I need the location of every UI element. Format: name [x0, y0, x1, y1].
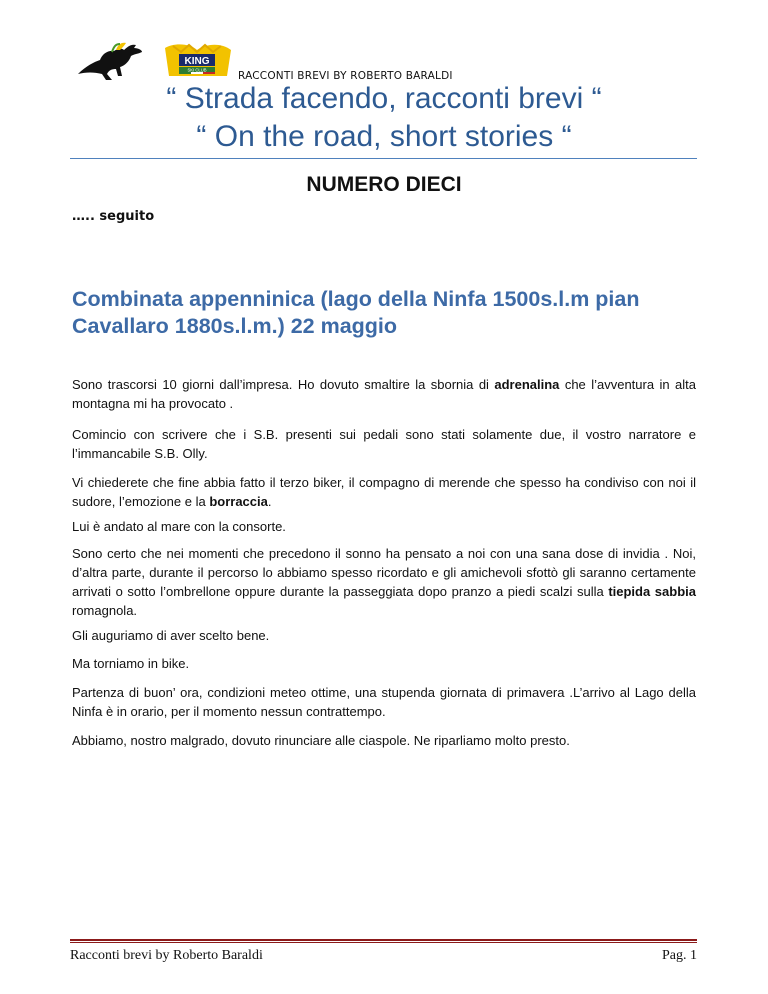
- footer-divider: [70, 939, 697, 941]
- paragraph-8: Partenza di buon’ ora, condizioni meteo ottime, una stupenda giornata di primavera .L’arrivo al Lago della Ninfa è in orario, per il momento nessun contrattempo.: [72, 685, 696, 719]
- footer-divider-thin: [70, 942, 697, 943]
- running-header: RACCONTI BREVI BY ROBERTO BARALDI: [238, 70, 453, 82]
- paragraph-5: Sono certo che nei momenti che precedono il sonno ha pensato a noi con una sana dose di invidia . Noi, d’altra parte, durante il percorso lo abbiamo spesso ricordato e gli amichevoli sfottò gli saranno certamente arrivati o sotto l’ombrellone oppure durante la passeggiata dopo pranzo a piedi scalzi sulla tiepida sabbia romagnola.: [72, 546, 696, 618]
- page-title-english: “ On the road, short stories “: [196, 120, 572, 153]
- footer-author: Racconti brevi by Roberto Baraldi: [70, 948, 263, 963]
- paragraph-4: Lui è andato al mare con la consorte.: [72, 519, 286, 534]
- page-title-italian: “ Strada facendo, racconti brevi “: [166, 82, 602, 115]
- page-number: Pag. 1: [662, 948, 697, 963]
- paragraph-2: Comincio con scrivere che i S.B. presenti sui pedali sono stati solamente due, il vostro narratore e l’immancabile S.B. Olly.: [72, 427, 696, 461]
- kangaroo-logo-icon: [76, 36, 146, 84]
- paragraph-1: Sono trascorsi 10 giorni dall’impresa. Ho dovuto smaltire la sbornia di adrenalina che l’avventura in alta montagna mi ha provocato .: [72, 377, 696, 411]
- story-heading: [72, 286, 702, 340]
- issue-number: NUMERO DIECI: [306, 173, 462, 196]
- logo-subtext: SKI CLUB: [187, 67, 207, 73]
- title-divider: [70, 158, 697, 159]
- paragraph-9: Abbiamo, nostro malgrado, dovuto rinunciare alle ciaspole. Ne riparliamo molto presto.: [72, 733, 570, 748]
- king-ski-club-logo: [161, 42, 233, 78]
- story-heading-line2: Cavallaro 1880s.l.m.) 22 maggio: [72, 314, 398, 338]
- logo-text: KING: [184, 56, 210, 67]
- paragraph-3: Vi chiederete che fine abbia fatto il terzo biker, il compagno di merende che spesso ha condiviso con noi il sudore, l’emozione e la borraccia.: [72, 475, 696, 509]
- continued-label: ….. seguito: [72, 209, 155, 224]
- story-heading-line1: Combinata appenninica (lago della Ninfa 1500s.l.m pian: [72, 287, 640, 311]
- paragraph-7: Ma torniamo in bike.: [72, 656, 190, 671]
- paragraph-6: Gli auguriamo di aver scelto bene.: [72, 628, 270, 643]
